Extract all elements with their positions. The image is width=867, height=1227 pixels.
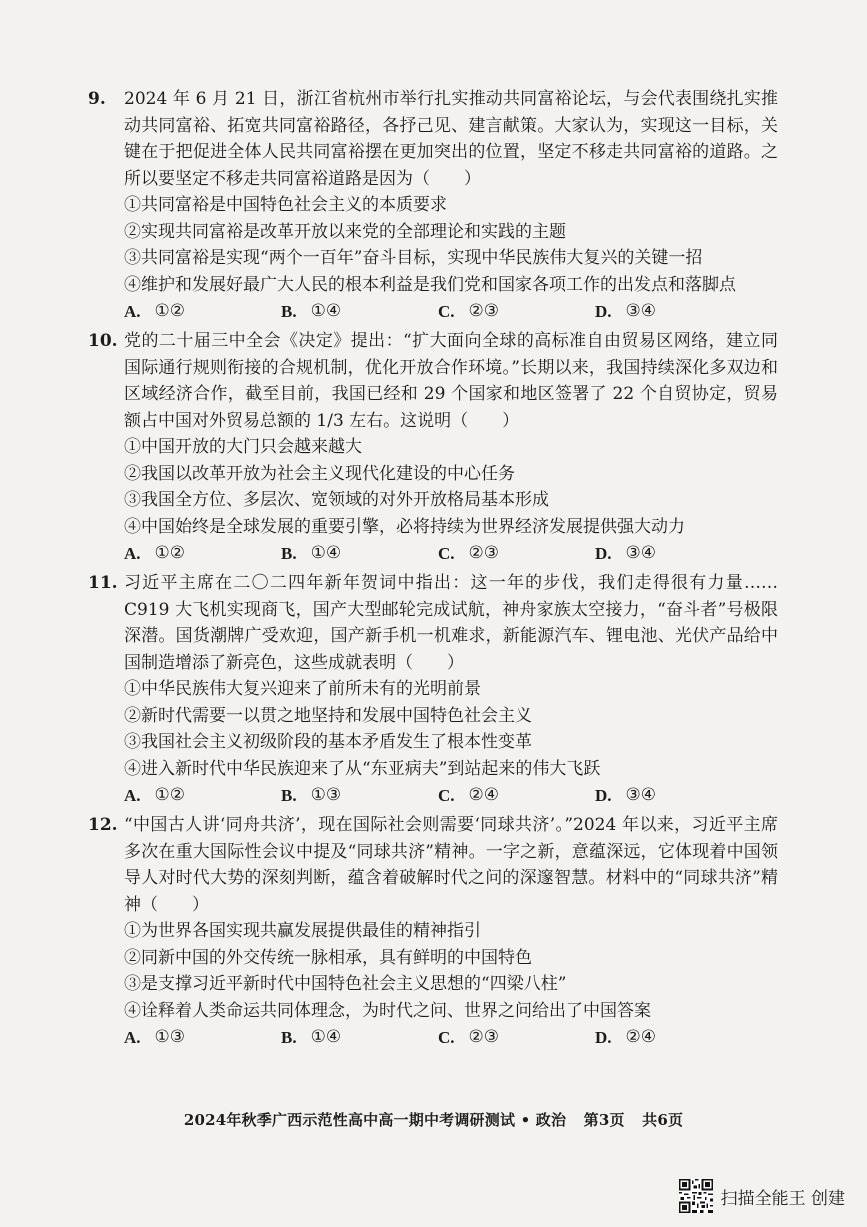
choice-a (124, 540, 281, 567)
question-10 (88, 328, 778, 567)
choice-letter: C. (438, 1028, 455, 1047)
choice-letter: D. (595, 786, 612, 805)
choice-value: ③④ (625, 301, 657, 321)
page-number: 第3页 (583, 1111, 625, 1129)
question-stem (88, 812, 778, 918)
choice-value: ③④ (625, 785, 657, 805)
choice-value: ①④ (310, 1027, 342, 1047)
choice-letter: D. (595, 1028, 612, 1047)
choice-letter: B. (281, 544, 297, 563)
choice-d (595, 540, 752, 567)
choice-value: ②③ (468, 543, 500, 563)
question-number: 11. (88, 573, 118, 593)
statement-2: ②新时代需要一以贯之地坚持和发展中国特色社会主义 (124, 705, 532, 726)
choice-letter: D. (595, 544, 612, 563)
page-total: 共6页 (642, 1111, 684, 1129)
choice-value: ①② (154, 301, 186, 321)
choice-value: ①② (154, 785, 186, 805)
statement-4: ④中国始终是全球发展的重要引擎，必将持续为世界经济发展提供强大动力 (124, 516, 685, 537)
question-list (88, 86, 778, 1051)
choice-value: ③④ (625, 543, 657, 563)
choice-value: ①③ (310, 785, 342, 805)
choice-value: ②③ (468, 301, 500, 321)
qr-code-icon (679, 1179, 713, 1213)
choice-letter: B. (281, 1028, 297, 1047)
choice-value: ②④ (468, 785, 500, 805)
choice-a (124, 1024, 281, 1051)
choice-c (438, 540, 595, 567)
choice-letter: A. (124, 786, 141, 805)
choice-letter: B. (281, 302, 297, 321)
question-12 (88, 812, 778, 1051)
answer-choices (88, 540, 778, 567)
exam-title: 2024年秋季广西示范性高中高一期中考调研测试 • 政治 (183, 1111, 567, 1129)
question-text: 2024 年 6 月 21 日，浙江省杭州市举行扎实推动共同富裕论坛，与会代表围绕扎实推动共同富裕、拓宽共同富裕路径，各抒己见、建言献策。大家认为，实现这一目标，关键在于把促进全体人民共同富裕摆在更加突出的位置，坚定不移走共同富裕的道路。之所以要坚定不移走共同富裕道路是因为（ ） (124, 89, 778, 189)
choice-c (438, 1024, 595, 1051)
statement-2: ②同新中国的外交传统一脉相承，具有鲜明的中国特色 (124, 947, 532, 968)
statement-4: ④进入新时代中华民族迎来了从“东亚病夫”到站起来的伟大飞跃 (124, 758, 601, 779)
question-text: 党的二十届三中全会《决定》提出：“扩大面向全球的高标准自由贸易区网络，建立同国际通行规则衔接的合规机制，优化开放合作环境。”长期以来，我国持续深化多双边和区域经济合作，截至目前，我国已经和 29 个国家和地区签署了 22 个自贸协定，贸易额占中国对外贸易总额的 1/3 左右。这说明（ ） (124, 331, 778, 431)
choice-d (595, 1024, 752, 1051)
answer-choices (88, 298, 778, 325)
choice-b (281, 540, 438, 567)
statement-1: ①为世界各国实现共赢发展提供最佳的精神指引 (124, 921, 481, 941)
answer-choices (88, 782, 778, 809)
question-number: 12. (88, 815, 118, 835)
choice-d (595, 298, 752, 325)
statement-3: ③我国全方位、多层次、宽领域的对外开放格局基本形成 (124, 490, 549, 510)
statement-4: ④诠释着人类命运共同体理念，为时代之问、世界之问给出了中国答案 (124, 1000, 651, 1021)
scanner-watermark (679, 1179, 845, 1213)
choice-d (595, 782, 752, 809)
question-stem (88, 86, 778, 192)
question-number: 9. (88, 89, 106, 109)
statement-1: ①中华民族伟大复兴迎来了前所未有的光明前景 (124, 679, 481, 699)
choice-value: ②③ (468, 1027, 500, 1047)
choice-letter: C. (438, 302, 455, 321)
statement-3: ③是支撑习近平新时代中国特色社会主义思想的“四梁八柱” (124, 974, 567, 994)
statement-1: ①共同富裕是中国特色社会主义的本质要求 (124, 195, 447, 215)
choice-letter: C. (438, 786, 455, 805)
statement-2: ②我国以改革开放为社会主义现代化建设的中心任务 (124, 463, 515, 484)
choice-letter: B. (281, 786, 297, 805)
choice-letter: D. (595, 302, 612, 321)
page-footer (0, 1109, 867, 1130)
choice-b (281, 782, 438, 809)
choice-value: ①③ (154, 1027, 186, 1047)
choice-value: ①④ (310, 301, 342, 321)
statement-2: ②实现共同富裕是改革开放以来党的全部理论和实践的主题 (124, 221, 566, 242)
scanner-label: 扫描全能王 创建 (720, 1188, 845, 1209)
choice-letter: A. (124, 302, 141, 321)
statement-1: ①中国开放的大门只会越来越大 (124, 437, 362, 457)
question-text: “中国古人讲‘同舟共济’，现在国际社会则需要‘同球共济’。”2024 年以来，习近平主席多次在重大国际性会议中提及“同球共济”精神。一字之新，意蕴深远，它体现着中国领导人对时代大势的深刻判断，蕴含着破解时代之问的深邃智慧。材料中的“同球共济”精神（ ） (124, 815, 778, 915)
choice-letter: A. (124, 1028, 141, 1047)
choice-c (438, 298, 595, 325)
choice-a (124, 298, 281, 325)
question-stem (88, 570, 778, 676)
question-text: 习近平主席在二〇二四年新年贺词中指出：这一年的步伐，我们走得很有力量……C919 大飞机实现商飞，国产大型邮轮完成试航，神舟家族太空接力，“奋斗者”号极限深潜。国货潮牌广受欢迎，国产新手机一机难求，新能源汽车、锂电池、光伏产品给中国制造增添了新亮色，这些成就表明（ ） (124, 573, 778, 673)
statement-4: ④维护和发展好最广大人民的根本利益是我们党和国家各项工作的出发点和落脚点 (124, 274, 736, 295)
question-stem (88, 328, 778, 434)
choice-value: ②④ (625, 1027, 657, 1047)
choice-letter: A. (124, 544, 141, 563)
choice-c (438, 782, 595, 809)
question-9 (88, 86, 778, 325)
question-number: 10. (88, 331, 118, 351)
statement-3: ③我国社会主义初级阶段的基本矛盾发生了根本性变革 (124, 732, 532, 752)
choice-a (124, 782, 281, 809)
choice-value: ①④ (310, 543, 342, 563)
answer-choices (88, 1024, 778, 1051)
choice-b (281, 298, 438, 325)
statement-3: ③共同富裕是实现“两个一百年”奋斗目标，实现中华民族伟大复兴的关键一招 (124, 248, 703, 268)
choice-letter: C. (438, 544, 455, 563)
choice-value: ①② (154, 543, 186, 563)
question-11 (88, 570, 778, 809)
choice-b (281, 1024, 438, 1051)
